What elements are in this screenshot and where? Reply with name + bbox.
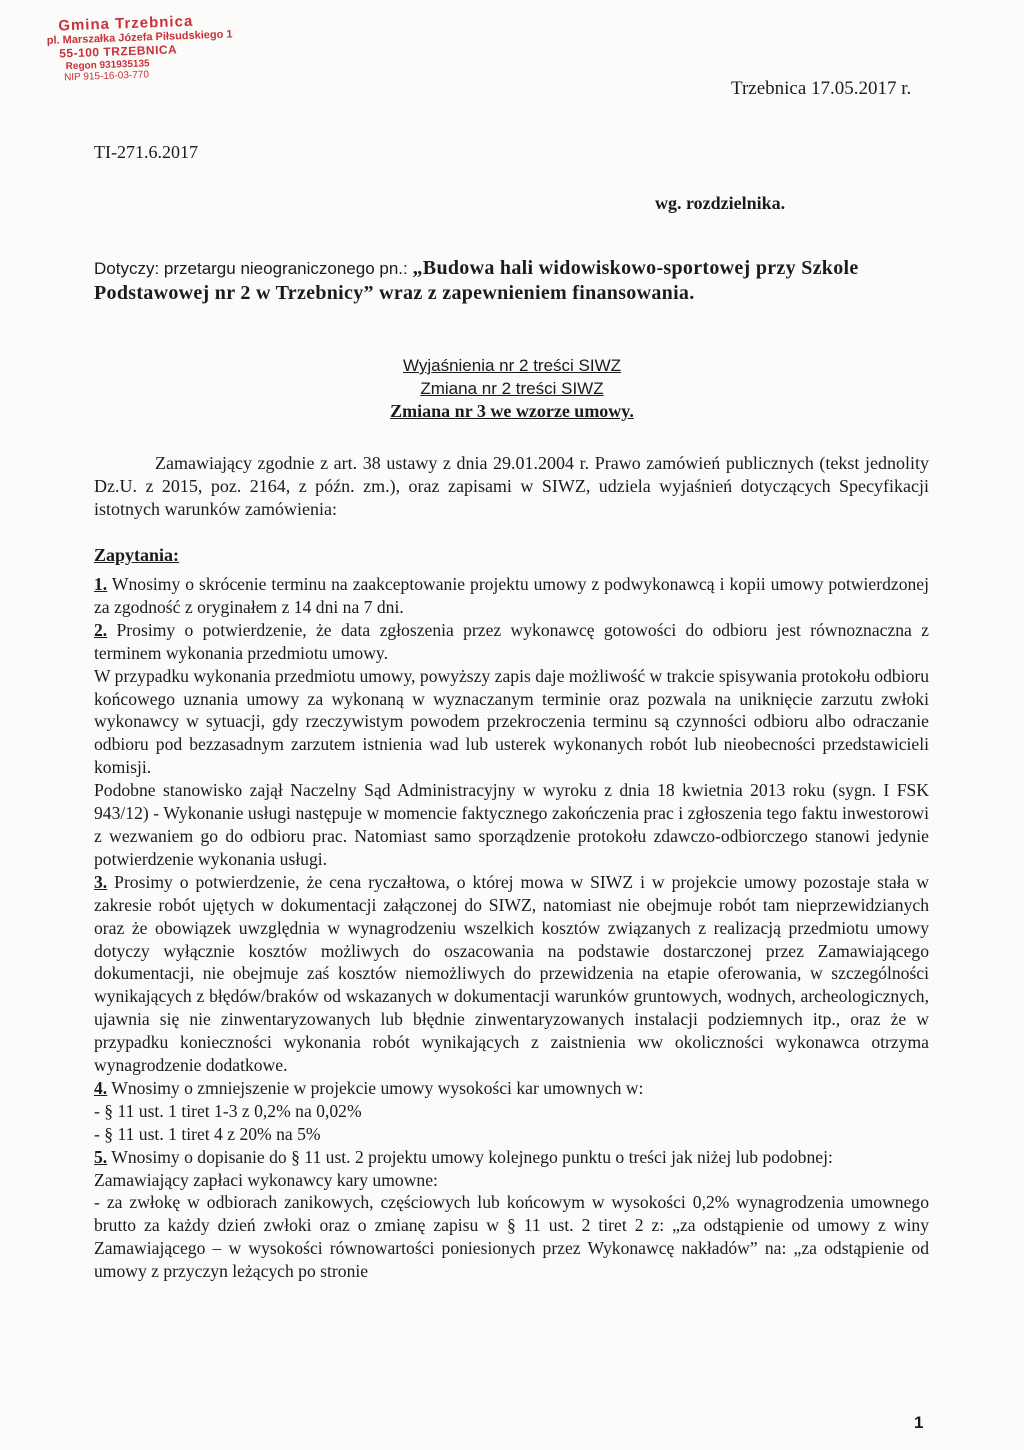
item-text: Podobne stanowisko zajął Naczelny Sąd Administracyjny w wyroku z dnia 18 kwietnia 2013 roku (sygn. I FSK 943/12) - Wykonanie usługi następuje w momencie faktycznego zakończenia prac i zgłoszenia tego faktu inwestorowi z wezwaniem go do odbioru prac. Natomiast samo sporządzenie protokołu zdawczo-odbiorczego stanowi jedynie potwierdzenie wykonania usługi. <box>94 780 929 869</box>
recipient: wg. rozdzielnika. <box>655 193 786 213</box>
item-text: Wnosimy o dopisanie do § 11 ust. 2 projektu umowy kolejnego punktu o treści jak niżej lub podobnej: <box>107 1146 833 1167</box>
item-number: 3. <box>94 871 108 892</box>
item-number: 1. <box>94 574 108 594</box>
questions-label: Zapytania: <box>94 545 180 565</box>
item-text: Wnosimy o zmniejszenie w projekcie umowy wysokości kar umownych w: <box>107 1077 644 1098</box>
reference-number: TI-271.6.2017 <box>94 142 198 162</box>
office-stamp <box>44 10 261 84</box>
document-date: Trzebnica 17.05.2017 r. <box>731 78 912 99</box>
item-text: Wnosimy o skrócenie terminu na zaakceptowanie projektu umowy z podwykonawcą i kopii umowy potwierdzonej za zgodność z oryginałem z 14 dni na 7 dni. <box>94 574 929 617</box>
paragraph <box>94 665 929 780</box>
stamp-line: 55-100 TRZEBNICA <box>58 42 178 61</box>
subject-lead: Dotyczy: przetargu nieograniczonego pn.: <box>94 259 408 278</box>
page-number: 1 <box>914 1413 924 1432</box>
heading-contract-change: Zmiana nr 3 we wzorze umowy. <box>390 401 634 421</box>
section-headings <box>0 354 1024 423</box>
stamp-line: pl. Marszałka Józefa Piłsudskiego 1 <box>46 28 233 48</box>
item-text: - § 11 ust. 1 tiret 1-3 z 0,2% na 0,02% <box>94 1100 362 1121</box>
item-text: Zamawiający zapłaci wykonawcy kary umowne: <box>94 1169 438 1190</box>
item-number: 4. <box>94 1077 108 1098</box>
item-text: - za zwłokę w odbiorach zanikowych, częściowych lub końcowym w wysokości 0,2% wynagrodzenia umownego brutto za każdy dzień zwłoki oraz o zmianę zapisu w § 11 ust. 2 tiret 2 z: „za odstąpienie od umowy z winy Zamawiającego – w wysokości równowartości poniesionych przez Wykonawcę nakładów” na: „za odstąpienie od umowy z przyczyn leżących po stronie <box>94 1192 929 1282</box>
stamp-line: Gmina Trzebnica <box>57 12 194 35</box>
item-text: W przypadku wykonania przedmiotu umowy, powyższy zapis daje możliwość w trakcie spisywania protokołu odbioru końcowego uznania umowy za wykonaną w wyznaczanym terminie oraz pozwala na uniknięcie zarzutu zwłoki wykonawcy w sytuacji, gdy rzeczywistym powodem przekroczenia terminu są czynności odbioru albo odraczanie odbioru pod bezzasadnym zarzutem istnienia wad lub usterek wykonanych robót lub nieobecności przedstawicieli komisji. <box>94 665 930 778</box>
paragraph <box>94 1169 929 1192</box>
paragraph <box>94 779 929 871</box>
paragraph <box>94 1077 929 1100</box>
paragraph <box>94 1146 929 1169</box>
stamp-line: Regon 931935135 <box>65 58 150 72</box>
questions-body <box>94 573 929 1283</box>
item-text: Prosimy o potwierdzenie, że data zgłoszenia przez wykonawcę gotowości do odbioru jest równoznaczna z terminem wykonania przedmiotu umowy. <box>94 619 929 663</box>
intro-paragraph <box>94 452 929 521</box>
subject-title: „Budowa hali widowiskowo-sportowej przy Szkole Podstawowej nr 2 w Trzebnicy” wraz z zapewnieniem finansowania. <box>94 257 859 304</box>
heading-clarification: Wyjaśnienia nr 2 treści SIWZ <box>402 356 622 375</box>
intro-text: Zamawiający zgodnie z art. 38 ustawy z dnia 29.01.2004 r. Prawo zamówień publicznych (tekst jednolity Dz.U. z 2015, poz. 2164, z późn. zm.), oraz zapisami w SIWZ, udziela wyjaśnień dotyczących Specyfikacji istotnych warunków zamówienia: <box>94 453 929 519</box>
item-number: 2. <box>94 619 108 640</box>
item-number: 5. <box>94 1146 108 1167</box>
paragraph <box>94 619 929 665</box>
heading-siwz-change: Zmiana nr 2 treści SIWZ <box>420 379 604 398</box>
paragraph <box>94 1100 929 1123</box>
paragraph <box>94 1191 929 1283</box>
item-text: Prosimy o potwierdzenie, że cena ryczałtowa, o której mowa w SIWZ i w projekcie umowy pozostaje stała w zakresie robót ujętych w dokumentacji załączonej do SIWZ, natomiast nie obejmuje robót tam nieprzewidzianych oraz że obowiązek uwzględnia w wynagrodzeniu wszelkich kosztów związanych z realizacją przedmiotu umowy dotyczy wyłącznie kosztów możliwych do oszacowania na podstawie dostarczonej przez Zamawiającego dokumentacji, nie obejmuje zaś kosztów niemożliwych do przewidzenia na etapie oferowania, w szczególności wynikających z błędów/braków od wskazanych w dokumentacji warunków gruntowych, wodnych, archeologicznych, ujawnia się nie zinwentaryzowanych lub błędnie zinwentaryzowanych instalacji podziemnych itp., oraz że w przypadku konieczności wykonania robót wynikających z zaistnienia ww okoliczności wykonawca otrzyma wynagrodzenie dodatkowe. <box>94 871 929 1076</box>
paragraph <box>94 573 929 619</box>
subject <box>94 256 929 306</box>
stamp-line: NIP 915-16-03-770 <box>63 69 150 84</box>
paragraph <box>94 1123 929 1146</box>
item-text: - § 11 ust. 1 tiret 4 z 20% na 5% <box>94 1123 321 1144</box>
paragraph <box>94 871 929 1077</box>
